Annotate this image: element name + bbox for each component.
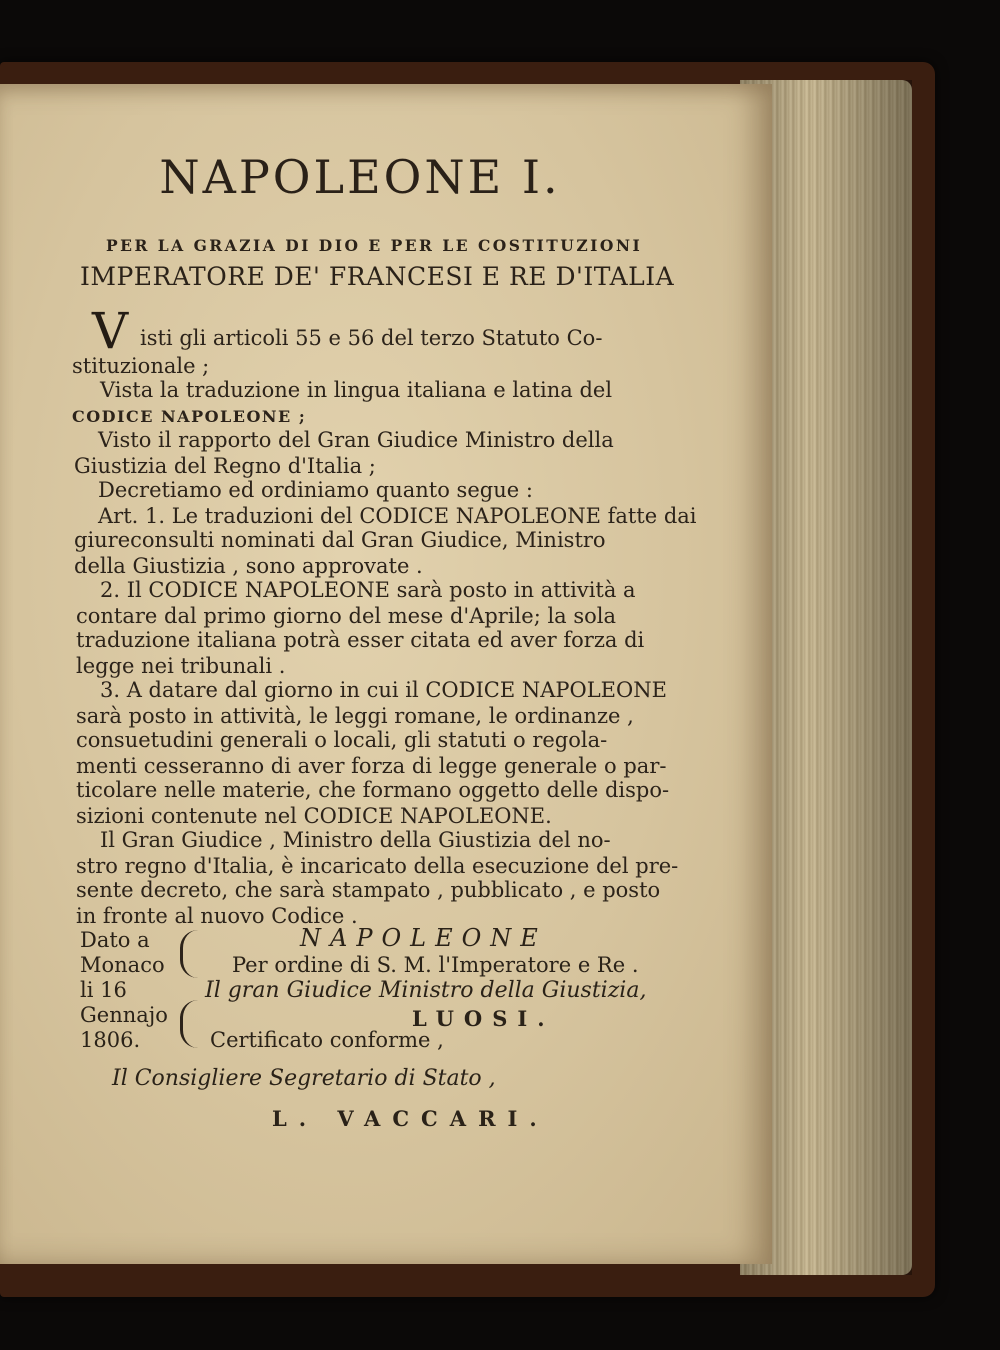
by-order-line: Per ordine di S. M. l'Imperatore e Re .	[232, 953, 639, 977]
decree-line: traduzione italiana potrà esser citata ed aver forza di	[76, 628, 645, 652]
grand-judge-line: Il gran Giudice Ministro della Giustizia,	[205, 978, 647, 1003]
signature-luosi: LUOSI.	[412, 1006, 555, 1031]
decree-line: 3. A datare dal giorno in cui il CODICE NAPOLEONE	[100, 678, 667, 702]
decree-line: Il Gran Giudice , Ministro della Giustizia del no-	[100, 828, 611, 852]
decree-line: stro regno d'Italia, è incaricato della esecuzione del pre-	[76, 854, 679, 878]
decree-line: 2. Il CODICE NAPOLEONE sarà posto in attività a	[100, 578, 636, 602]
decree-line: sarà posto in attività, le leggi romane, le ordinanze ,	[76, 704, 634, 728]
decree-line: sente decreto, che sarà stampato , pubblicato , e posto	[76, 878, 661, 902]
decree-line: Visto il rapporto del Gran Giudice Ministro della	[98, 428, 614, 452]
decree-line: contare dal primo giorno del mese d'Aprile; la sola	[76, 604, 617, 628]
decree-line: CODICE NAPOLEONE ;	[72, 407, 307, 426]
decree-line: menti cesseranno di aver forza di legge generale o par-	[76, 754, 667, 778]
signature-vaccari: L. VACCARI.	[272, 1106, 549, 1131]
decree-line: legge nei tribunali .	[76, 654, 286, 678]
subtitle-grace: PER LA GRAZIA DI DIO E PER LE COSTITUZIONI	[106, 236, 643, 255]
signature-emperor: NAPOLEONE	[300, 924, 547, 952]
page-title: NAPOLEONE I.	[159, 150, 561, 204]
decree-line: Giustizia del Regno d'Italia ;	[74, 454, 376, 478]
decree-line: in fronte al nuovo Codice .	[76, 904, 358, 928]
decree-line: Decretiamo ed ordiniamo quanto segue :	[98, 478, 533, 502]
decree-line: isti gli articoli 55 e 56 del terzo Statuto Co-	[140, 326, 603, 350]
decree-line: ticolare nelle materie, che formano oggetto delle dispo-	[76, 778, 670, 802]
certified-line: Certificato conforme ,	[210, 1028, 444, 1052]
date-line-1: Dato a	[80, 928, 150, 952]
decree-line: stituzionale ;	[72, 354, 210, 378]
decree-line: Vista la traduzione in lingua italiana e latina del	[100, 378, 613, 402]
decree-line: della Giustizia , sono approvate .	[74, 554, 423, 578]
decree-line: Art. 1. Le traduzioni del CODICE NAPOLEONE fatte dai	[98, 504, 697, 528]
brace-bottom	[180, 1000, 205, 1048]
decree-line: sizioni contenute nel CODICE NAPOLEONE.	[76, 804, 552, 828]
date-line-3: li 16	[80, 978, 127, 1002]
date-line-2: Monaco	[80, 953, 165, 977]
drop-cap: V	[92, 302, 129, 360]
subtitle-emperor: IMPERATORE DE' FRANCESI E RE D'ITALIA	[80, 262, 675, 291]
date-line-5: 1806.	[80, 1028, 141, 1052]
decree-line: consuetudini generali o locali, gli statuti o regola-	[76, 728, 608, 752]
decree-line: giureconsulti nominati dal Gran Giudice, Ministro	[74, 528, 606, 552]
date-line-4: Gennajo	[80, 1003, 168, 1027]
counselor-line: Il Consigliere Segretario di Stato ,	[112, 1066, 496, 1091]
brace-top	[180, 930, 205, 978]
